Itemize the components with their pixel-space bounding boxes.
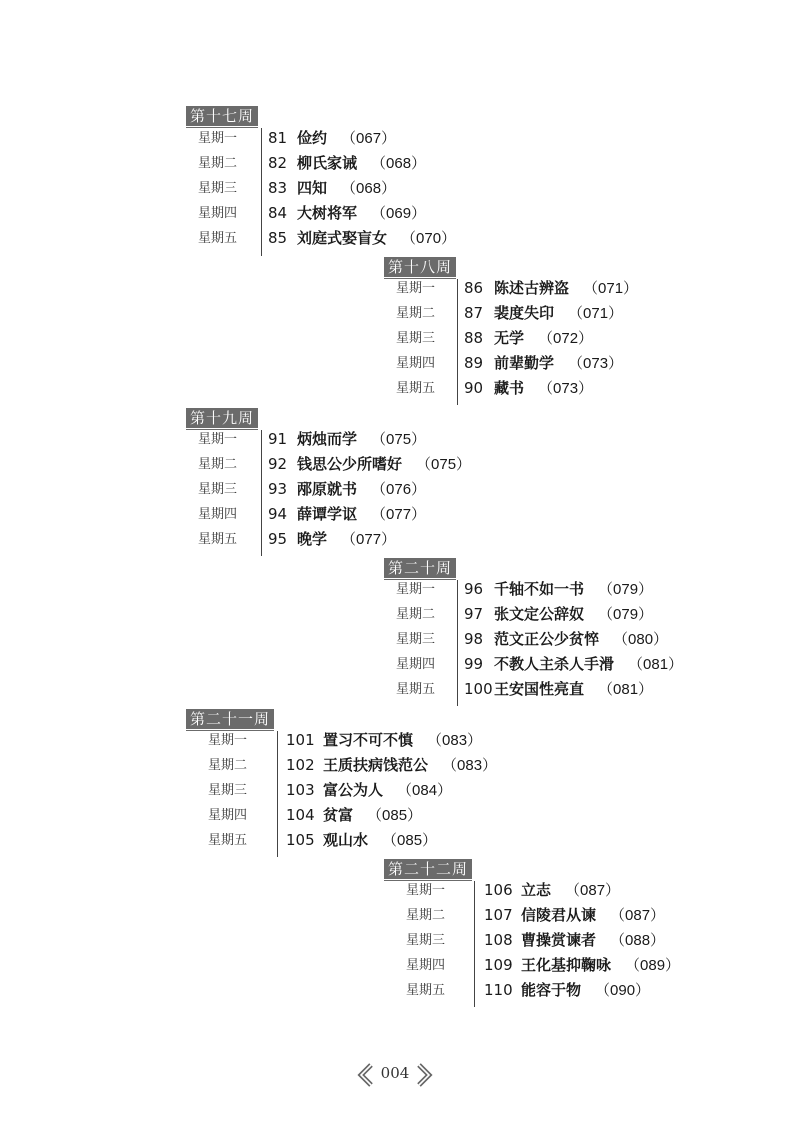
lesson-title: 四知 （068） [297, 179, 397, 197]
chevron-right-icon [415, 1062, 435, 1088]
weekday-label: 星期二 [396, 306, 436, 321]
weekday-label: 星期二 [198, 156, 238, 171]
page-ref: （067） [341, 130, 397, 147]
page-ref: （079） [598, 606, 654, 623]
page-ref: （089） [625, 957, 681, 974]
lesson-title: 炳烛而学 （075） [297, 430, 427, 448]
lesson-title: 贫富 （085） [323, 806, 423, 824]
weekday-label: 星期五 [208, 833, 248, 848]
weekday-label: 星期三 [208, 783, 248, 798]
lesson-number: 88 [464, 329, 484, 347]
lesson-title: 范文正公少贫悴 （080） [494, 630, 669, 648]
lesson-number: 90 [464, 379, 484, 397]
lesson-title: 藏书 （073） [494, 379, 594, 397]
page-ref: （075） [416, 456, 472, 473]
lesson-number: 85 [268, 229, 288, 247]
weekday-label: 星期五 [406, 983, 446, 998]
divider-line [457, 580, 458, 706]
page-footer [355, 1062, 435, 1088]
weekday-label: 星期一 [396, 281, 436, 296]
page-ref: （073） [538, 380, 594, 397]
lesson-number: 84 [268, 204, 288, 222]
lesson-number: 92 [268, 455, 288, 473]
weekday-label: 星期五 [396, 682, 436, 697]
page-ref: （068） [341, 180, 397, 197]
lesson-number: 104 [286, 806, 315, 824]
lesson-number: 100 [464, 680, 493, 698]
week-header: 第十九周 [186, 408, 258, 428]
weekday-label: 星期一 [198, 432, 238, 447]
page-ref: （079） [598, 581, 654, 598]
weekday-label: 星期一 [208, 733, 248, 748]
lesson-title: 晚学 （077） [297, 530, 397, 548]
lesson-title: 无学 （072） [494, 329, 594, 347]
lesson-number: 105 [286, 831, 315, 849]
page-ref: （087） [610, 907, 666, 924]
lesson-title: 立志 （087） [521, 881, 621, 899]
page-ref: （085） [367, 807, 423, 824]
lesson-number: 81 [268, 129, 288, 147]
lesson-number: 103 [286, 781, 315, 799]
weekday-label: 星期五 [198, 532, 238, 547]
page-ref: （081） [628, 656, 684, 673]
page-ref: （070） [401, 230, 457, 247]
lesson-title: 陈述古辨盗 （071） [494, 279, 639, 297]
page-ref: （080） [613, 631, 669, 648]
lesson-number: 86 [464, 279, 484, 297]
lesson-title: 千轴不如一书 （079） [494, 580, 654, 598]
weekday-label: 星期三 [396, 632, 436, 647]
lesson-title: 柳氏家诫 （068） [297, 154, 427, 172]
weekday-label: 星期三 [406, 933, 446, 948]
lesson-number: 102 [286, 756, 315, 774]
weekday-label: 星期二 [208, 758, 248, 773]
lesson-title: 钱思公少所嗜好 （075） [297, 455, 472, 473]
lesson-title: 置习不可不慎 （083） [323, 731, 483, 749]
page-ref: （075） [371, 431, 427, 448]
weekday-label: 星期二 [396, 607, 436, 622]
divider-line [261, 430, 262, 556]
page-ref: （071） [583, 280, 639, 297]
weekday-label: 星期四 [198, 206, 238, 221]
lesson-number: 96 [464, 580, 484, 598]
lesson-number: 108 [484, 931, 513, 949]
lesson-title: 前辈勤学 （073） [494, 354, 624, 372]
lesson-number: 87 [464, 304, 484, 322]
lesson-title: 不教人主杀人手滑 （081） [494, 655, 684, 673]
lesson-title: 曹操赏谏者 （088） [521, 931, 666, 949]
lesson-title: 刘庭式娶盲女 （070） [297, 229, 457, 247]
weekday-label: 星期三 [198, 482, 238, 497]
lesson-title: 富公为人 （084） [323, 781, 453, 799]
lesson-title: 王安国性亮直 （081） [494, 680, 654, 698]
lesson-title: 王质扶病饯范公 （083） [323, 756, 498, 774]
lesson-title: 观山水 （085） [323, 831, 438, 849]
page-ref: （083） [442, 757, 498, 774]
lesson-number: 106 [484, 881, 513, 899]
weekday-label: 星期四 [208, 808, 248, 823]
weekday-label: 星期四 [396, 657, 436, 672]
page-ref: （077） [341, 531, 397, 548]
lesson-title: 裴度失印 （071） [494, 304, 624, 322]
page-ref: （072） [538, 330, 594, 347]
weekday-label: 星期二 [198, 457, 238, 472]
week-header: 第十八周 [384, 257, 456, 277]
lesson-title: 王化基抑鞠咏 （089） [521, 956, 681, 974]
page-ref: （084） [397, 782, 453, 799]
page-ref: （088） [610, 932, 666, 949]
lesson-title: 能容于物 （090） [521, 981, 651, 999]
page-ref: （069） [371, 205, 427, 222]
lesson-title: 信陵君从谏 （087） [521, 906, 666, 924]
page-ref: （090） [595, 982, 651, 999]
divider-line [277, 731, 278, 857]
lesson-number: 97 [464, 605, 484, 623]
page-ref: （076） [371, 481, 427, 498]
weekday-label: 星期一 [396, 582, 436, 597]
page-number: 004 [380, 1064, 410, 1082]
page-ref: （087） [565, 882, 621, 899]
lesson-title: 张文定公辞奴 （079） [494, 605, 654, 623]
weekday-label: 星期三 [396, 331, 436, 346]
lesson-number: 82 [268, 154, 288, 172]
page-ref: （085） [382, 832, 438, 849]
lesson-number: 83 [268, 179, 288, 197]
lesson-title: 薛谭学讴 （077） [297, 505, 427, 523]
lesson-number: 94 [268, 505, 288, 523]
weekday-label: 星期三 [198, 181, 238, 196]
week-header: 第二十一周 [186, 709, 274, 729]
weekday-label: 星期一 [198, 131, 238, 146]
lesson-number: 101 [286, 731, 315, 749]
lesson-number: 110 [484, 981, 513, 999]
lesson-number: 89 [464, 354, 484, 372]
page-ref: （068） [371, 155, 427, 172]
lesson-number: 109 [484, 956, 513, 974]
lesson-number: 98 [464, 630, 484, 648]
week-header: 第二十二周 [384, 859, 472, 879]
lesson-number: 91 [268, 430, 288, 448]
week-header: 第十七周 [186, 106, 258, 126]
lesson-number: 107 [484, 906, 513, 924]
week-header: 第二十周 [384, 558, 456, 578]
page-ref: （083） [427, 732, 483, 749]
divider-line [457, 279, 458, 405]
chevron-left-icon [355, 1062, 375, 1088]
divider-line [474, 881, 475, 1007]
lesson-title: 俭约 （067） [297, 129, 397, 147]
weekday-label: 星期二 [406, 908, 446, 923]
lesson-title: 邴原就书 （076） [297, 480, 427, 498]
weekday-label: 星期四 [198, 507, 238, 522]
divider-line [261, 128, 262, 256]
weekday-label: 星期四 [396, 356, 436, 371]
page-ref: （073） [568, 355, 624, 372]
lesson-number: 93 [268, 480, 288, 498]
lesson-number: 99 [464, 655, 484, 673]
weekday-label: 星期五 [396, 381, 436, 396]
page-ref: （077） [371, 506, 427, 523]
lesson-title: 大树将军 （069） [297, 204, 427, 222]
weekday-label: 星期四 [406, 958, 446, 973]
page-ref: （081） [598, 681, 654, 698]
weekday-label: 星期五 [198, 231, 238, 246]
lesson-number: 95 [268, 530, 288, 548]
page-ref: （071） [568, 305, 624, 322]
weekday-label: 星期一 [406, 883, 446, 898]
